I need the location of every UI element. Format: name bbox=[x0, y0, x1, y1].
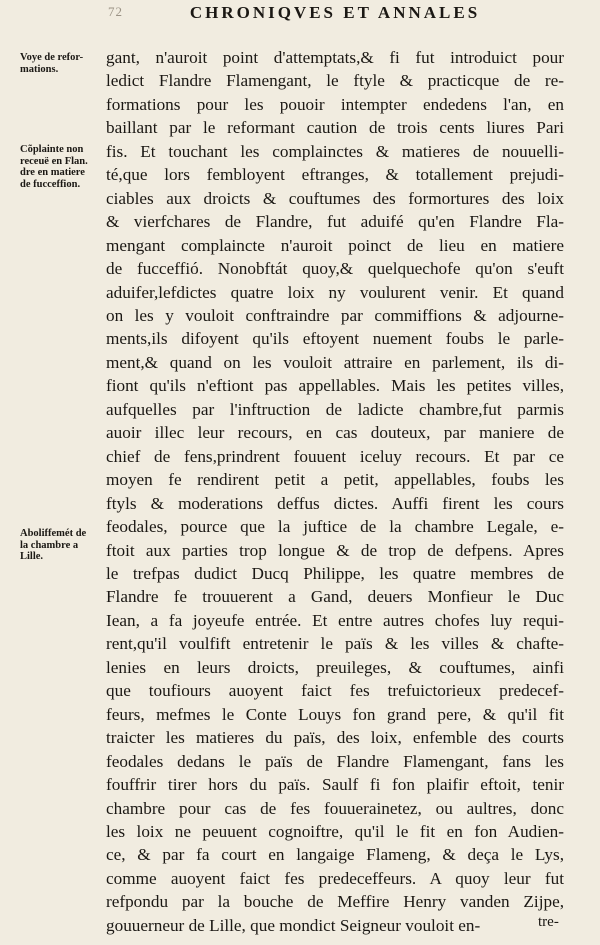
text-line: feodales, pource que la juftice de la chambre Legale, e- bbox=[106, 517, 564, 537]
margin-note-line: Aboliffemét de bbox=[20, 528, 87, 539]
running-head: CHRONIQVES ET ANNALES bbox=[189, 3, 481, 22]
text-line: de fucceffió. Nonobftát quoy,& quelquechofe qu'on s'euft bbox=[106, 259, 564, 279]
margin-note-abolition bbox=[20, 528, 108, 563]
text-line: feodales dedans le païs de Flandre Flamengant, fans les bbox=[106, 751, 564, 771]
margin-note-line: de fucceffion. bbox=[20, 178, 81, 190]
text-line: ce, & par fa court en langaige Flameng, & deça le Lys, bbox=[106, 845, 564, 865]
text-line: rent,qu'il voulfift entretenir le païs & les villes & chafte- bbox=[106, 634, 564, 654]
text-line: ftoit aux parties trop longue & de trop de defpens. Apres bbox=[106, 540, 564, 560]
text-line: traicter les matieres du païs, des loix, enfemble des courts bbox=[106, 728, 564, 748]
text-line: fis. Et touchant les complainctes & matieres de nouuelli- bbox=[106, 141, 564, 161]
text-line: Iean, a fa joyeufe entrée. Et entre autres chofes luy requi- bbox=[106, 610, 564, 630]
text-line: formations pour les pouoir intempter endedens l'an, en bbox=[106, 94, 564, 114]
text-line: & vierfchares de Flandre, fut aduifé qu'en Flandre Fla- bbox=[106, 212, 564, 232]
margin-note-line: receuë en Flan. bbox=[20, 155, 88, 167]
margin-note-line: la chambre a bbox=[20, 539, 79, 551]
text-line: on les y vouloit conftraindre par commiffions & adjourne- bbox=[106, 305, 564, 325]
text-line: gouuerneur de Lille, que mondict Seigneur vouloit en- bbox=[106, 915, 481, 935]
text-line: aufquelles par l'inftruction de ladicte chambre,fut parmis bbox=[106, 399, 564, 419]
folio-number: 72 bbox=[108, 4, 123, 19]
text-line: baillant par le reformant caution de trois cents liures Pari bbox=[106, 118, 564, 138]
catchword: tre- bbox=[538, 914, 559, 930]
text-line: chief de fens,prindrent fouuent iceluy recours. Et par ce bbox=[106, 446, 564, 466]
text-line: que toufiours auoyent faict fes trefuictorieux predecef- bbox=[106, 681, 564, 701]
text-line: té,que lors fembloyent eftranges, & totallement prejudi- bbox=[106, 165, 564, 185]
text-line: comme auoyent faict fes predeceffeurs. A quoy leur fut bbox=[106, 868, 564, 888]
text-line: ments,ils difoyent qu'ils eftoyent nuement foubs le parle- bbox=[106, 329, 564, 349]
text-line: gant, n'auroit point d'attemptats,& fi fut introduict pour bbox=[106, 48, 564, 67]
margin-note-line: dre en matiere bbox=[20, 167, 85, 178]
text-line: lenies en leurs droicts, preuileges, & couftumes, ainfi bbox=[106, 657, 564, 677]
text-line: moyen fe rendirent petit a petit, appellables, foubs les bbox=[106, 470, 564, 490]
text-line: ftyls & moderations deffus dictes. Auffi firent les cours bbox=[106, 493, 564, 513]
margin-note-complaint bbox=[20, 144, 108, 190]
margin-note-line: Cõplainte non bbox=[20, 144, 84, 155]
body-text bbox=[106, 46, 564, 937]
text-line: ledict Flandre Flamengant, le ftyle & practicque de re- bbox=[106, 71, 564, 91]
margin-note-line: mations. bbox=[20, 63, 59, 75]
text-line: Flandre fe trouuerent a Gand, deuers Monfieur le Duc bbox=[106, 587, 564, 607]
text-line: les loix ne peuuent cognoiftre, qu'il le fit en fon Audien- bbox=[106, 821, 564, 841]
margin-note-line: Voye de refor- bbox=[20, 52, 84, 63]
text-line: chambre pour cas de fes fouuerainetez, ou aultres, donc bbox=[106, 798, 564, 818]
text-line: le trefpas dudict Ducq Philippe, les quatre membres de bbox=[106, 563, 564, 583]
text-line: fouffrir tirer hors du païs. Saulf fi fon plaifir eftoit, tenir bbox=[106, 775, 564, 795]
text-line: mengant complaincte n'auroit poinct de lieu en matiere bbox=[106, 235, 564, 255]
text-line: ciables aux droicts & couftumes des formortures des loix bbox=[106, 188, 564, 208]
text-line: fiont qu'ils n'eftiont pas appellables. Mais les petites villes, bbox=[106, 376, 564, 396]
margin-note-line: Lille. bbox=[20, 551, 44, 562]
text-line: aduifer,lefdictes quatre loix ny voulurent venir. Et quand bbox=[106, 282, 564, 302]
text-line: refpondu par la bouche de Meffire Henry vanden Zijpe, bbox=[106, 892, 564, 912]
text-line: auoir illec leur recours, en cas douteux, par maniere de bbox=[106, 423, 564, 443]
margin-note-reformations bbox=[20, 52, 108, 75]
text-line: ment,& quand on les vouloit attraire en parlement, ils di- bbox=[106, 352, 564, 372]
text-line: feurs, mefmes le Conte Louys fon grand pere, & qu'il fit bbox=[106, 704, 564, 724]
